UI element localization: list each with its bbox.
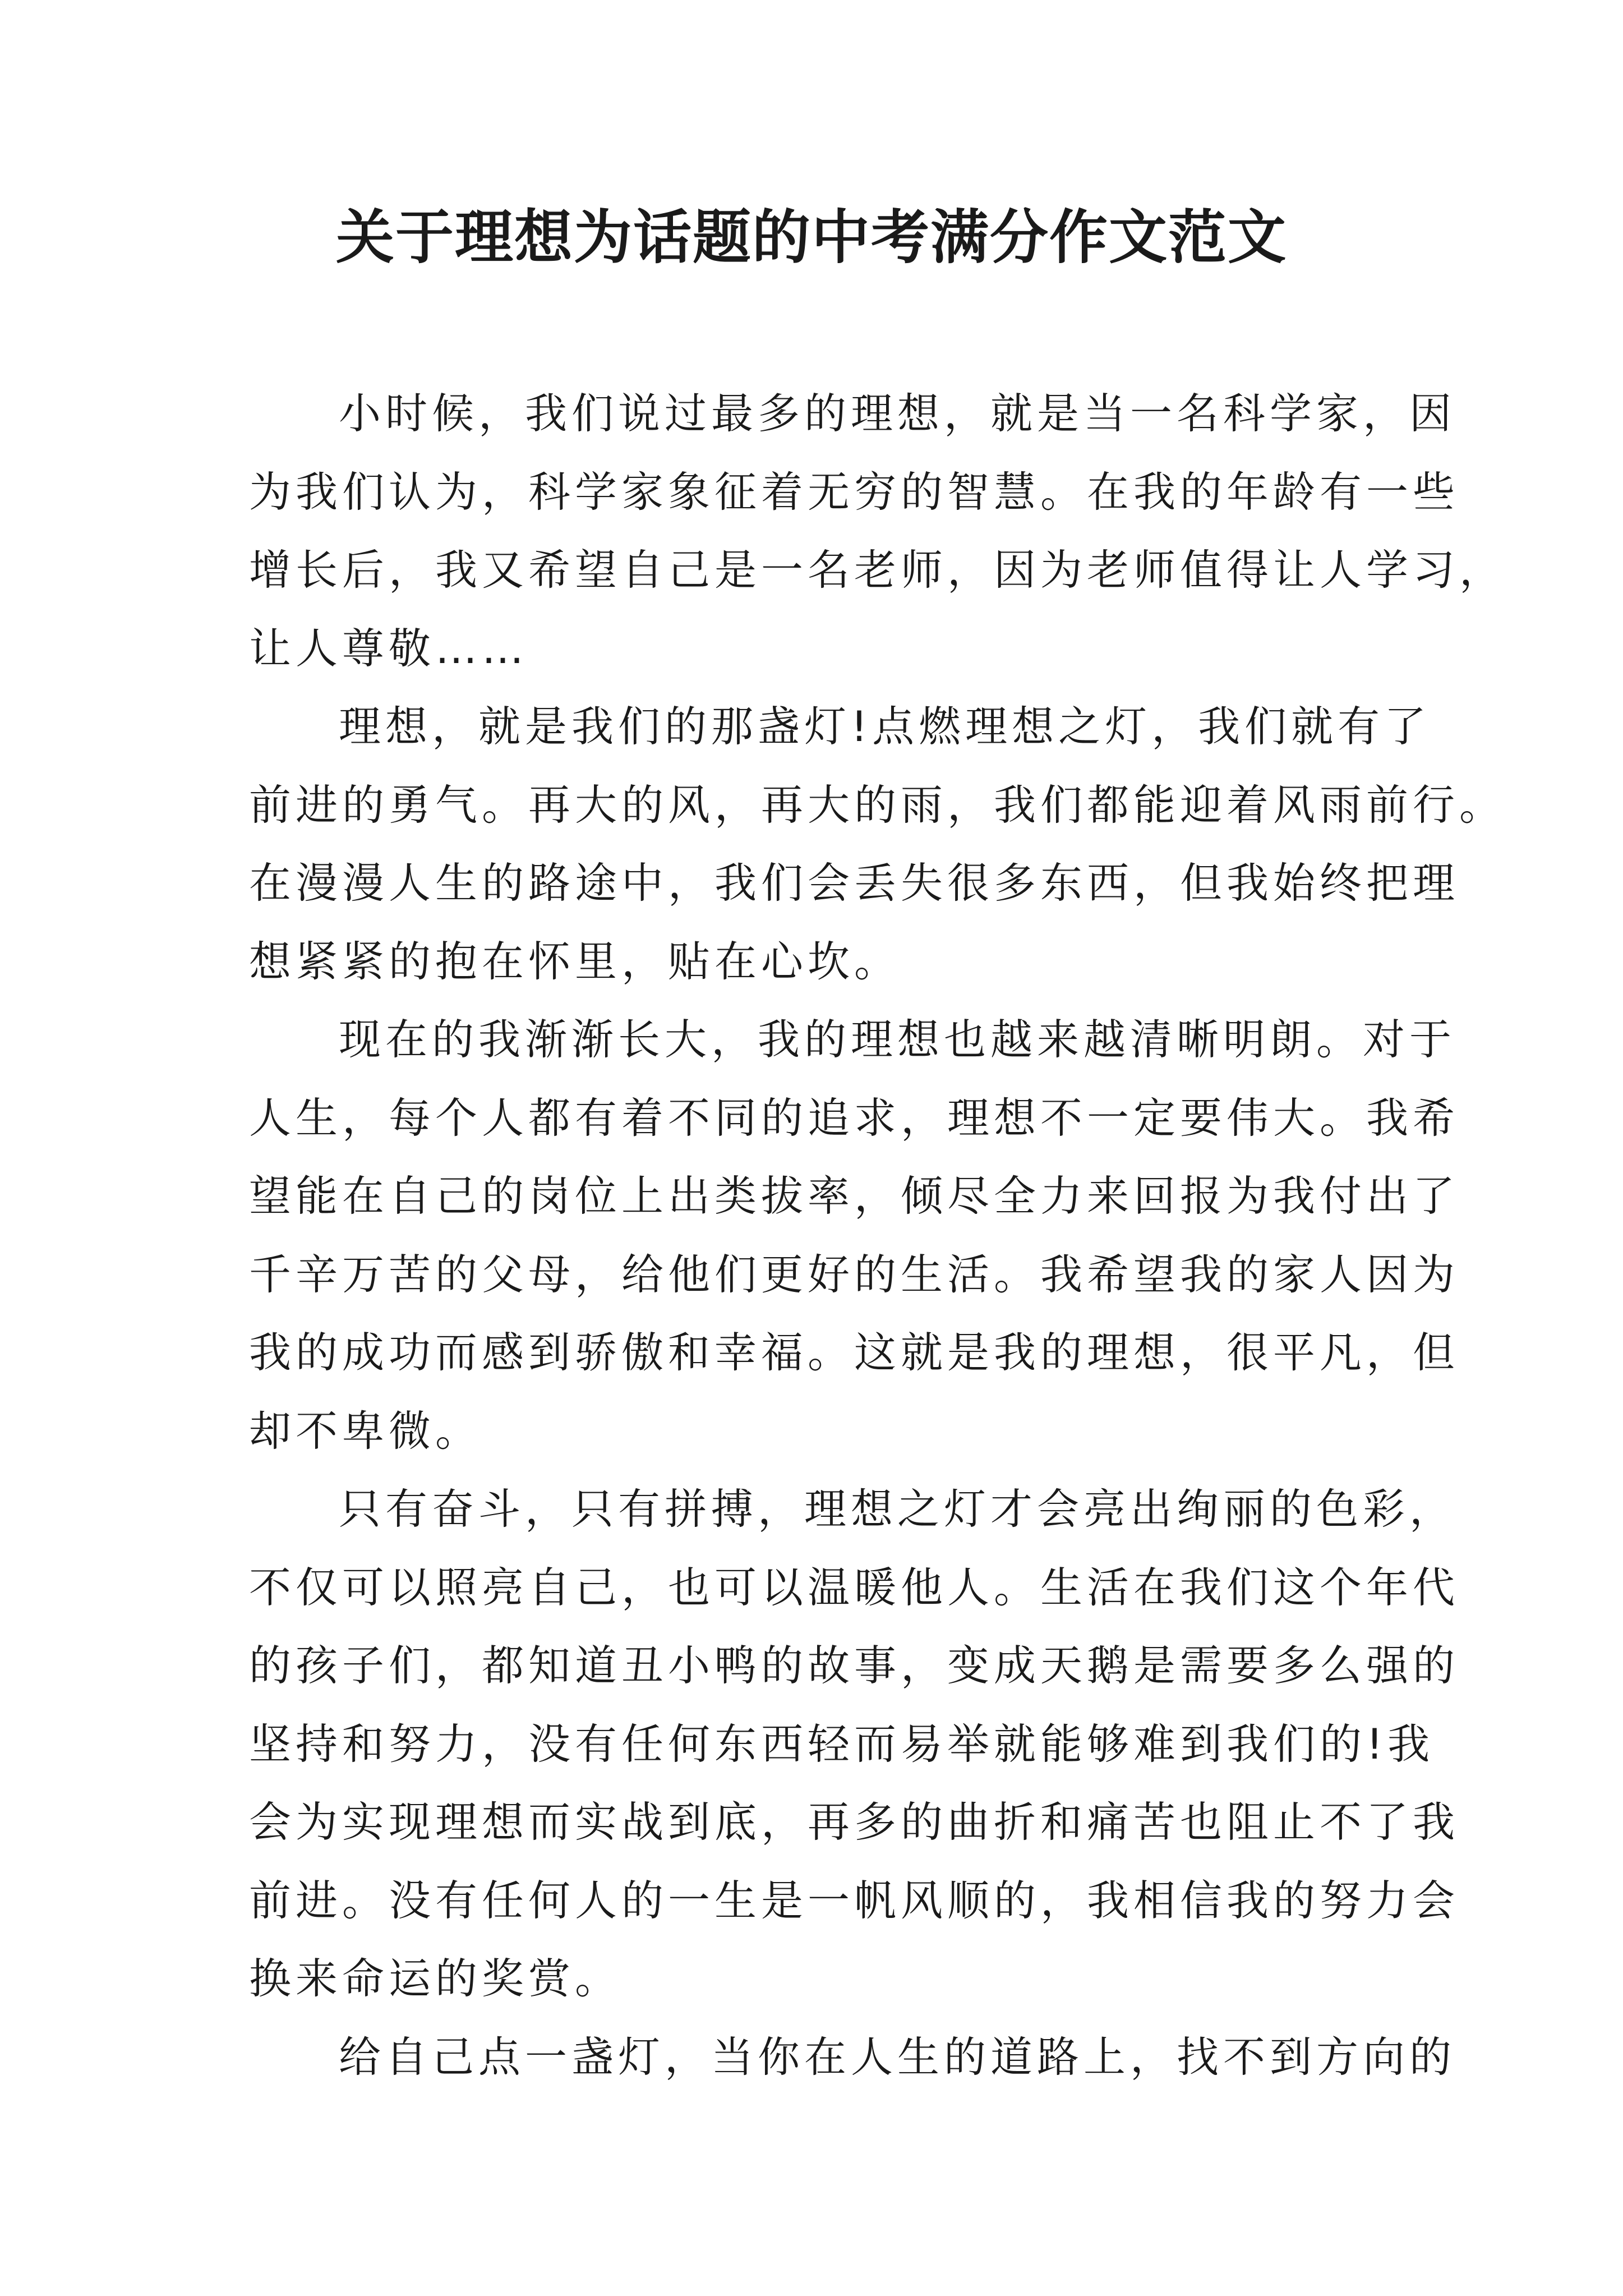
text-line: 小时候，我们说过最多的理想，就是当一名科学家，因 <box>339 389 1456 438</box>
text-line: 人生，每个人都有着不同的追求，理想不一定要伟大。我希 <box>249 1093 1460 1143</box>
text-line: 增长后，我又希望自己是一名老师，因为老师值得让人学习， <box>249 545 1506 595</box>
text-line: 坚持和努力，没有任何东西轻而易举就能够难到我们的!我 <box>249 1719 1435 1769</box>
text-line: 望能在自己的岗位上出类拔率，倾尽全力来回报为我付出了 <box>249 1171 1460 1221</box>
text-line: 却不卑微。 <box>249 1406 482 1456</box>
paragraph-4 <box>249 1470 1460 2018</box>
text-line: 我的成功而感到骄傲和幸福。这就是我的理想，很平凡，但 <box>249 1328 1460 1377</box>
text-line: 千辛万苦的父母，给他们更好的生活。我希望我的家人因为 <box>249 1249 1460 1299</box>
text-line: 想紧紧的抱在怀里，贴在心坎。 <box>249 936 901 986</box>
text-line: 会为实现理想而实战到底，再多的曲折和痛苦也阻止不了我 <box>249 1797 1460 1847</box>
text-line: 在漫漫人生的路途中，我们会丢失很多东西，但我始终把理 <box>249 858 1460 908</box>
paragraph-1 <box>249 375 1506 688</box>
text-line: 前进。没有任何人的一生是一帆风顺的，我相信我的努力会 <box>249 1875 1460 1925</box>
paragraph-5 <box>249 2018 1456 2097</box>
text-line: 前进的勇气。再大的风，再大的雨，我们都能迎着风雨前行。 <box>249 780 1506 830</box>
document-body <box>249 375 1506 2096</box>
paragraph-3 <box>249 1001 1460 1470</box>
text-line: 现在的我渐渐长大，我的理想也越来越清晰明朗。对于 <box>339 1015 1456 1064</box>
text-line: 不仅可以照亮自己，也可以温暖他人。生活在我们这个年代 <box>249 1562 1460 1612</box>
text-line: 给自己点一盏灯，当你在人生的道路上，找不到方向的 <box>339 2032 1456 2082</box>
text-line: 的孩子们，都知道丑小鸭的故事，变成天鹅是需要多么强的 <box>249 1641 1460 1690</box>
text-line: 换来命运的奖赏。 <box>249 1954 622 2003</box>
document-title: 关于理想为话题的中考满分作文范文 <box>335 203 1287 272</box>
text-line: 只有奋斗，只有拼搏，理想之灯才会亮出绚丽的色彩， <box>339 1484 1456 1534</box>
text-line: 理想，就是我们的那盏灯!点燃理想之灯，我们就有了 <box>339 702 1431 751</box>
paragraph-2 <box>249 688 1506 1001</box>
text-line: 让人尊敬…… <box>249 623 529 673</box>
text-line: 为我们认为，科学家象征着无穷的智慧。在我的年龄有一些 <box>249 467 1460 517</box>
